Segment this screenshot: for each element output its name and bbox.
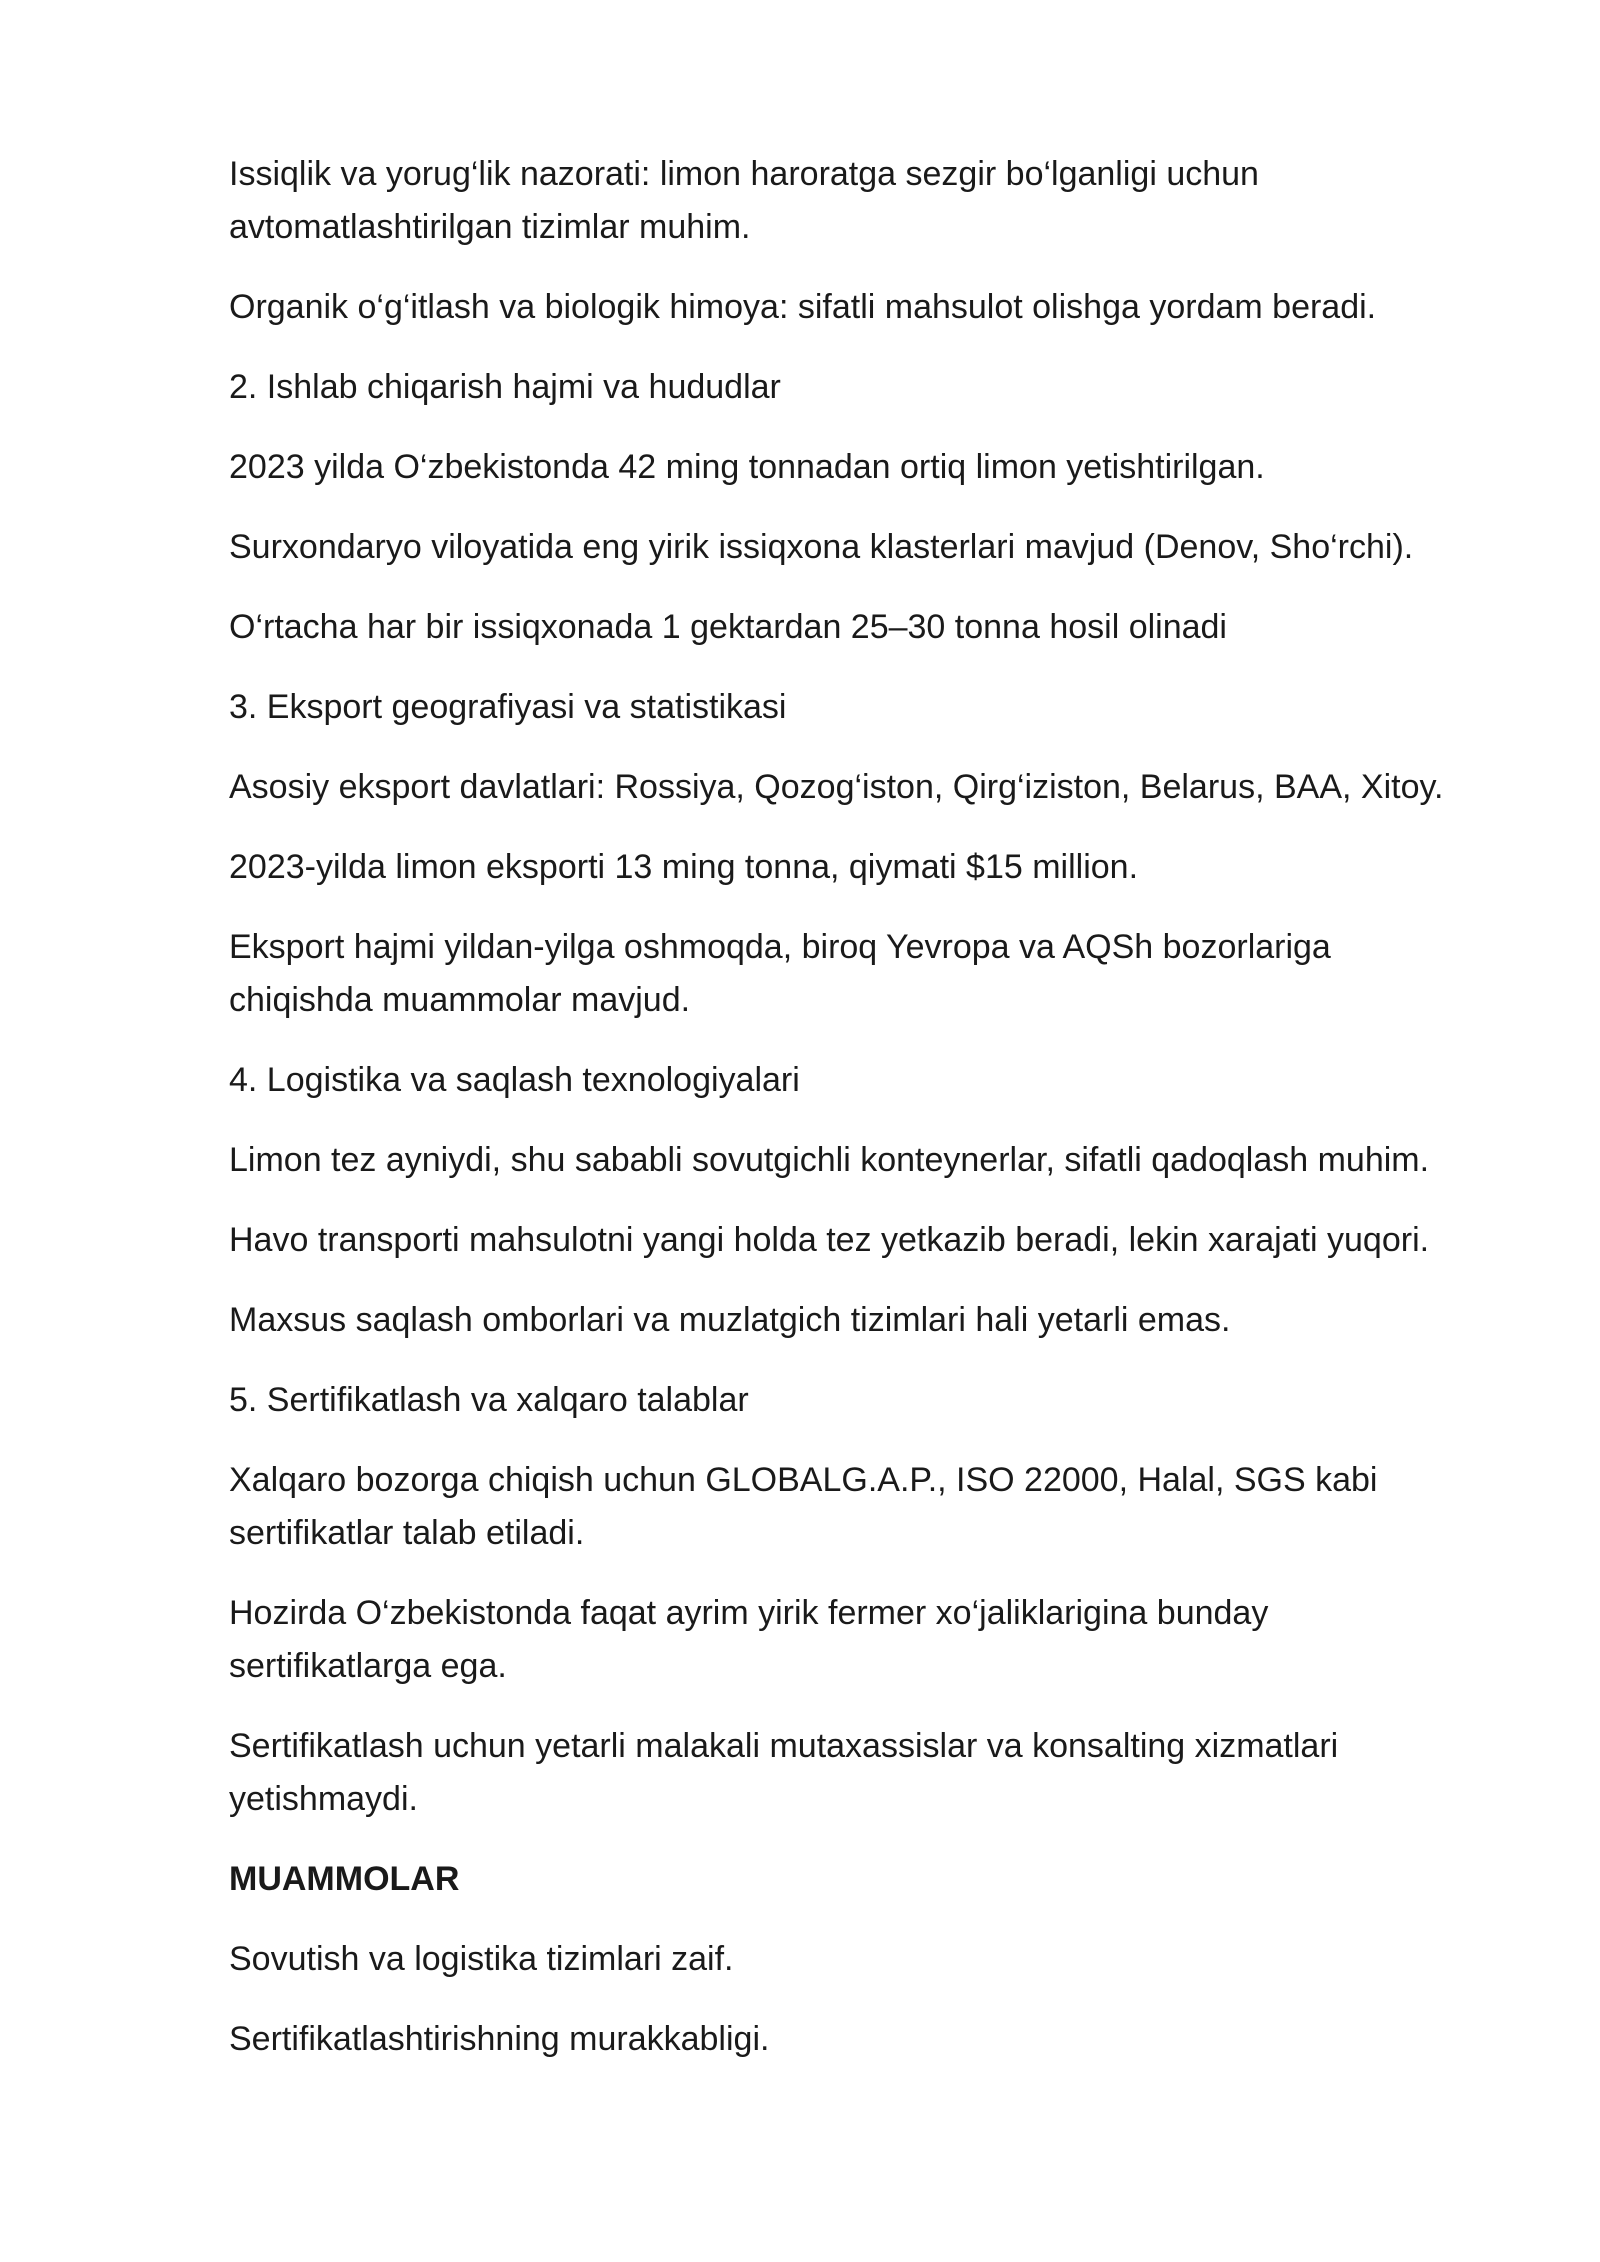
paragraph-production-volume: 2023 yilda O‘zbekistonda 42 ming tonnadan ortiq limon yetishtirilgan. (229, 448, 1265, 486)
paragraph-certification-requirements: Xalqaro bozorga chiqish uchun GLOBALG.A.P., ISO 22000, Halal, SGS kabi sertifikatlar talab etiladi. (229, 1461, 1378, 1552)
paragraph-problem-cooling-logistics: Sovutish va logistika tizimlari zaif. (229, 1940, 734, 1978)
paragraph-lemon-spoilage: Limon tez ayniydi, shu sababli sovutgichli konteynerlar, sifatli qadoqlash muhim. (229, 1141, 1430, 1179)
section-heading-problems: MUAMMOLAR (229, 1860, 460, 1898)
section-heading-certification: 5. Sertifikatlash va xalqaro talablar (229, 1381, 749, 1419)
section-heading-export: 3. Eksport geografiyasi va statistikasi (229, 688, 787, 726)
paragraph-export-statistics: 2023-yilda limon eksporti 13 ming tonna, qiymati $15 million. (229, 848, 1139, 886)
paragraph-certified-farms: Hozirda O‘zbekistonda faqat ayrim yirik fermer xo‘jaliklarigina bunday sertifikatlarga ega. (229, 1594, 1269, 1685)
paragraph-export-countries: Asosiy eksport davlatlari: Rossiya, Qozog‘iston, Qirg‘iziston, Belarus, BAA, Xitoy. (229, 768, 1444, 806)
paragraph-surxondaryo-clusters: Surxondaryo viloyatida eng yirik issiqxona klasterlari mavjud (Denov, Sho‘rchi). (229, 528, 1414, 566)
paragraph-problem-certification-complexity: Sertifikatlashtirishning murakkabligi. (229, 2020, 770, 2058)
document-body (229, 148, 1479, 2093)
section-heading-production: 2. Ishlab chiqarish hajmi va hududlar (229, 368, 781, 406)
paragraph-air-transport: Havo transporti mahsulotni yangi holda tez yetkazib beradi, lekin xarajati yuqori. (229, 1221, 1430, 1259)
paragraph-organic-fertilization: Organik o‘g‘itlash va biologik himoya: sifatli mahsulot olishga yordam beradi. (229, 288, 1377, 326)
paragraph-temperature-light-control: Issiqlik va yorug‘lik nazorati: limon haroratga sezgir bo‘lganligi uchun avtomatlashtirilgan tizimlar muhim. (229, 155, 1259, 246)
paragraph-export-growth: Eksport hajmi yildan-yilga oshmoqda, biroq Yevropa va AQSh bozorlariga chiqishda muammolar mavjud. (229, 928, 1331, 1019)
section-heading-logistics: 4. Logistika va saqlash texnologiyalari (229, 1061, 800, 1099)
paragraph-storage-facilities: Maxsus saqlash omborlari va muzlatgich tizimlari hali yetarli emas. (229, 1301, 1231, 1339)
paragraph-average-yield: O‘rtacha har bir issiqxonada 1 gektardan 25–30 tonna hosil olinadi (229, 608, 1227, 646)
paragraph-certification-specialists: Sertifikatlash uchun yetarli malakali mutaxassislar va konsalting xizmatlari yetishmaydi. (229, 1727, 1339, 1818)
